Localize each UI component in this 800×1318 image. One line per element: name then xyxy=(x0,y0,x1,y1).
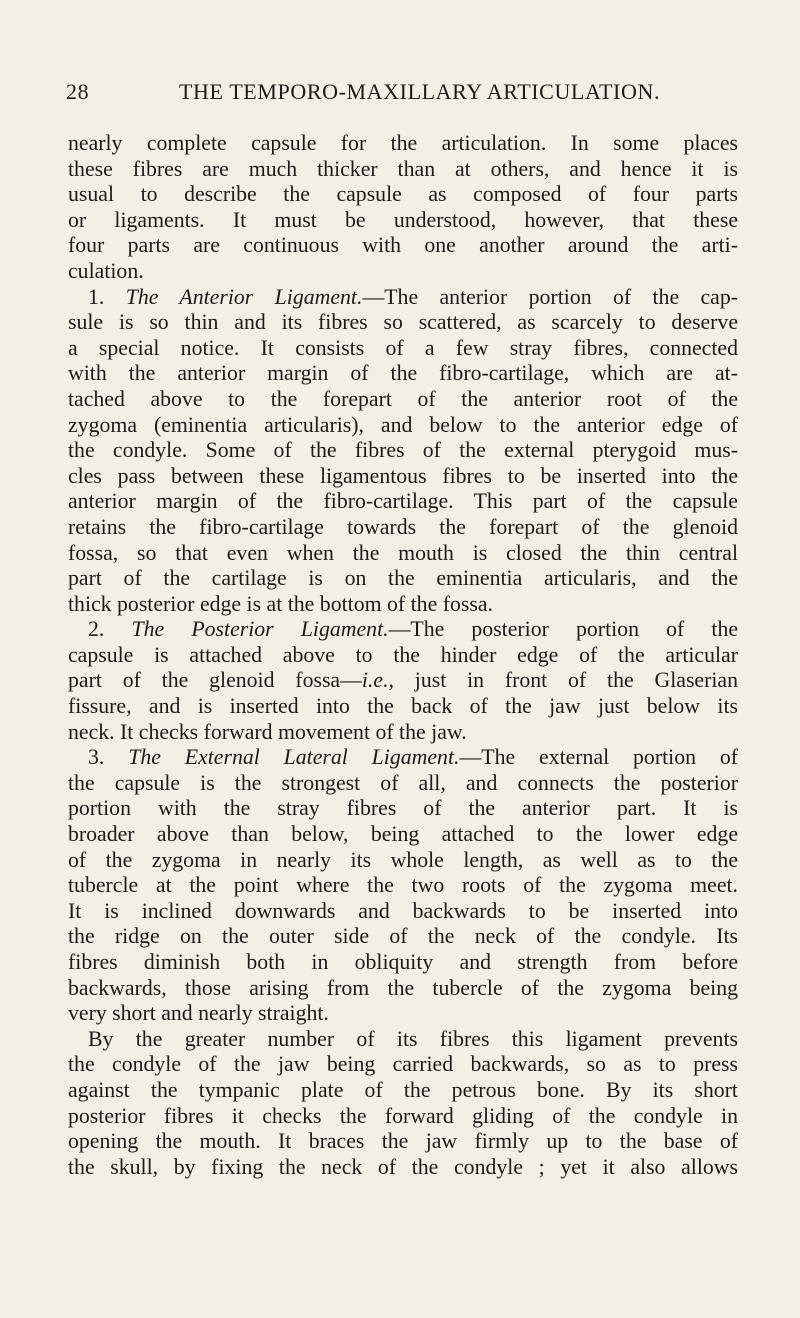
text-line: portion with the stray fibres of the anterior part. It is xyxy=(68,796,738,821)
text-line: anterior margin of the fibro-cartilage. This part of the capsule xyxy=(68,489,738,514)
italic-abbreviation: i.e., xyxy=(361,668,394,693)
text-line: nearly complete capsule for the articulation. In some places xyxy=(68,131,738,155)
text-run: The external portion of xyxy=(481,745,738,770)
text-line: cles pass between these ligamentous fibres to be inserted into the xyxy=(68,463,738,488)
text-line: the ridge on the outer side of the neck of the condyle. Its xyxy=(68,924,738,949)
section-heading-line xyxy=(68,617,738,643)
text-line: By the greater number of its fibres this ligament prevents xyxy=(88,1026,738,1051)
text-run: The posterior portion of the xyxy=(410,617,739,642)
text-line: opening the mouth. It braces the jaw firmly up to the base of xyxy=(68,1129,738,1154)
section-heading-line xyxy=(68,745,738,771)
text-line: tubercle at the point where the two roots of the zygoma meet. xyxy=(68,873,738,898)
text-line: zygoma (eminentia articularis), and below to the anterior edge of xyxy=(68,412,738,437)
text-line: fissure, and is inserted into the back of the jaw just below its xyxy=(68,694,738,719)
text-line: against the tympanic plate of the petrous bone. By its short xyxy=(68,1077,738,1102)
text-run: part of the glenoid fossa— xyxy=(68,668,362,693)
paragraph-external-lateral-ligament xyxy=(68,745,738,1027)
section-heading: The External Lateral Ligament. xyxy=(128,745,460,770)
text-line: thick posterior edge is at the bottom of the fossa. xyxy=(68,591,493,616)
text-line: very short and nearly straight. xyxy=(68,1001,329,1026)
text-line: fibres diminish both in obliquity and strength from before xyxy=(68,950,738,974)
section-number: 3. xyxy=(88,745,105,770)
text-run: just in front of the Glaserian xyxy=(393,668,738,693)
text-line: capsule is attached above to the hinder edge of the articular xyxy=(68,642,738,667)
text-line: tached above to the forepart of the anterior root of the xyxy=(68,386,738,411)
body-text xyxy=(68,131,738,1180)
section-heading: The Posterior Ligament. xyxy=(131,617,389,642)
text-line: the capsule is the strongest of all, and connects the posterior xyxy=(68,770,738,795)
paragraph-function xyxy=(68,1027,738,1181)
text-line: usual to describe the capsule as composed of four parts xyxy=(68,182,738,207)
text-line: four parts are continuous with one another around the arti- xyxy=(68,233,738,258)
em-dash: — xyxy=(362,284,385,309)
text-line: part of the cartilage is on the eminentia articularis, and the xyxy=(68,566,738,591)
text-line: sule is so thin and its fibres so scattered, as scarcely to deserve xyxy=(68,310,738,335)
em-dash: — xyxy=(459,745,482,770)
text-line: fossa, so that even when the mouth is closed the thin central xyxy=(68,540,738,565)
section-heading: The Anterior Ligament. xyxy=(125,284,363,309)
running-title: THE TEMPORO-MAXILLARY ARTICULATION. xyxy=(179,79,661,104)
text-line: these fibres are much thicker than at others, and hence it is xyxy=(68,156,738,181)
text-run: The anterior portion of the cap- xyxy=(384,284,738,309)
text-line: neck. It checks forward movement of the jaw. xyxy=(68,719,467,744)
text-line: backwards, those arising from the tubercle of the zygoma being xyxy=(68,975,738,1000)
page-number: 28 xyxy=(66,79,90,104)
text-line: culation. xyxy=(68,258,144,283)
text-line: with the anterior margin of the fibro-cartilage, which are at- xyxy=(68,361,738,386)
text-line: or ligaments. It must be understood, however, that these xyxy=(68,207,738,232)
text-line: the condyle of the jaw being carried backwards, so as to press xyxy=(68,1052,738,1077)
paragraph-intro xyxy=(68,131,738,285)
text-line: It is inclined downwards and backwards to be inserted into xyxy=(68,898,738,923)
running-header xyxy=(66,79,738,109)
text-line: broader above than below, being attached to the lower edge xyxy=(68,822,738,847)
section-number: 2. xyxy=(88,617,105,642)
section-heading-line xyxy=(68,285,738,311)
text-line-mixed xyxy=(68,668,738,694)
text-line: of the zygoma in nearly its whole length, as well as to the xyxy=(68,847,738,872)
section-number: 1. xyxy=(88,284,105,309)
paragraph-posterior-ligament xyxy=(68,617,738,745)
text-line: retains the fibro-cartilage towards the forepart of the glenoid xyxy=(68,514,738,539)
text-line: a special notice. It consists of a few stray fibres, connected xyxy=(68,335,738,360)
text-line: posterior fibres it checks the forward gliding of the condyle in xyxy=(68,1103,738,1128)
paragraph-anterior-ligament xyxy=(68,285,738,618)
text-line: the skull, by fixing the neck of the condyle ; yet it also allows xyxy=(68,1154,738,1179)
text-line: the condyle. Some of the fibres of the external pterygoid mus- xyxy=(68,438,738,463)
em-dash: — xyxy=(388,617,411,642)
